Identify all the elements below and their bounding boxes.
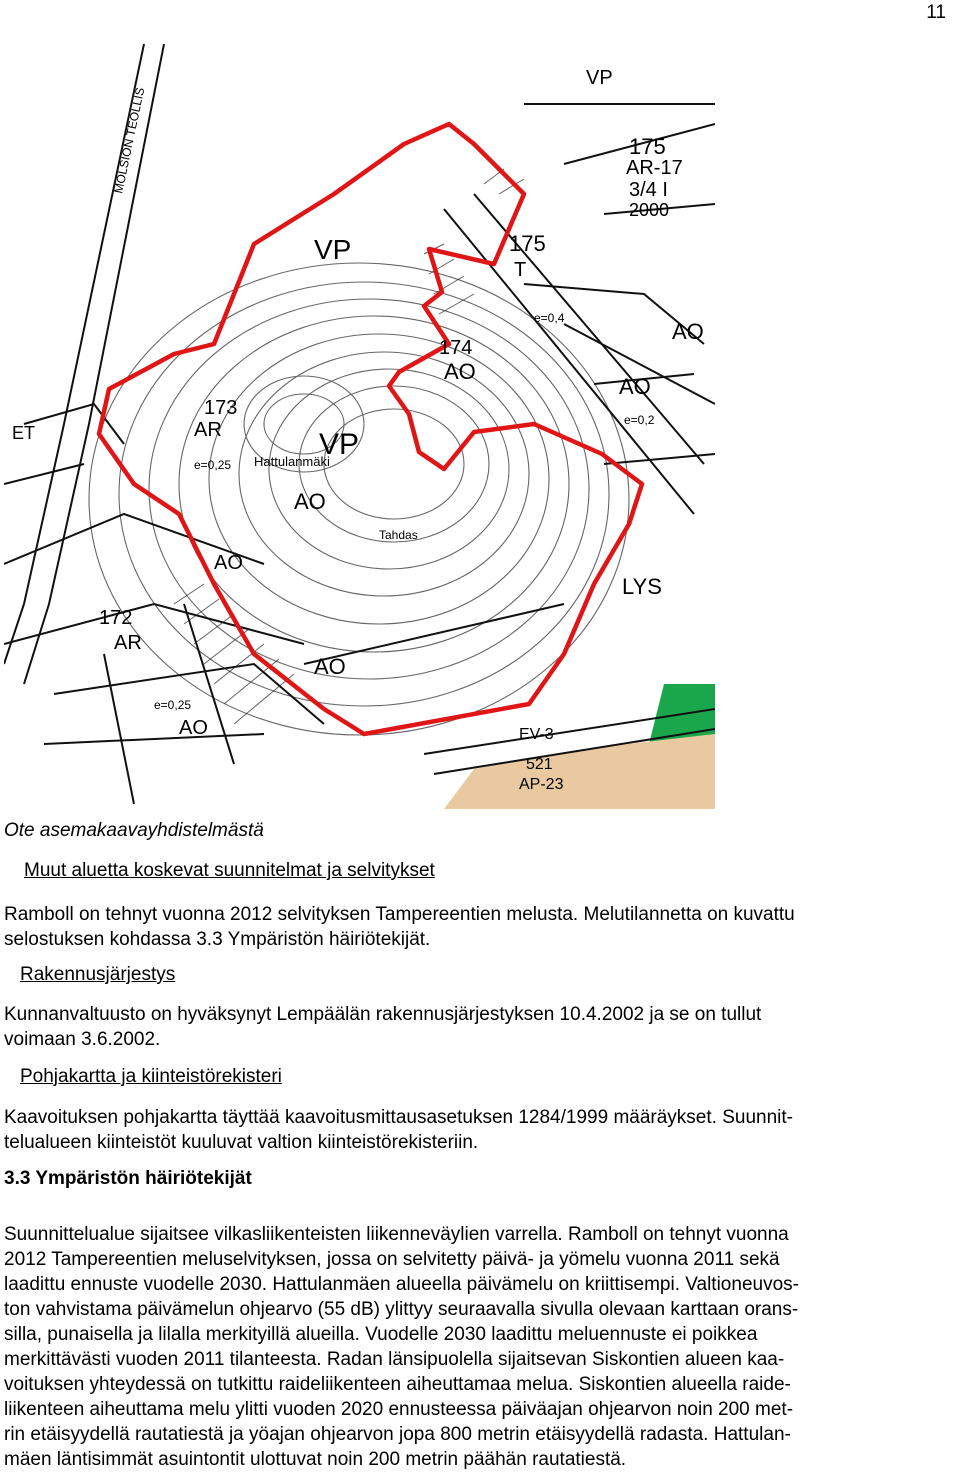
basemap-heading: Pohjakartta ja kiinteistörekisteri [20,1066,282,1087]
label-e-b: e=0,4 [534,311,565,325]
label-521: 521 [526,756,553,773]
label-hill: Hattulanmäki [254,454,330,469]
label-ao-bottom-center: AO [314,654,346,679]
env-line: mäen läntisimmät asuintontit ulottuvat noin 200 metrin päähän rautatiestä. [4,1449,627,1470]
label-frac: 3/4 I [629,179,668,201]
label-ao-right-1: AO [672,319,704,344]
building-heading: Rakennusjärjestys [20,964,176,985]
basemap-line-2: telualueen kiinteistöt kuuluvat valtion kiinteistörekisteriin. [4,1132,479,1153]
label-vp-left: VP [314,234,352,265]
label-ao-left: AO [214,552,243,574]
label-175-a: 175 [629,134,666,159]
env-line: Suunnittelualue sijaitsee vilkasliikenteisten liikenneväylien varrella. Ramboll on tehnyt vuonna [4,1224,789,1245]
page-number: 11 [926,2,946,23]
building-line-1: Kunnanvaltuusto on hyväksynyt Lempäälän rakennusjärjestyksen 10.4.2002 ja se on tullut [4,1004,762,1025]
label-ao-right-2: AO [619,374,651,399]
label-e-a: e=0,25 [194,458,232,472]
label-172: 172 [99,607,133,629]
label-molsion: MOLSION TEOLLIS [111,86,148,195]
label-ao-174: AO [444,359,476,384]
label-e-c: e=0,2 [624,413,655,427]
env-heading: 3.3 Ympäristön häiriötekijät [4,1168,252,1189]
env-line: 2012 Tampereentien meluselvityksen, jossa on selvitetty päivä- ja yömelu vuonna 2011 sekä [4,1249,780,1270]
label-ev3: EV-3 [519,726,554,743]
building-paragraph [4,1002,954,1052]
label-ao-center: AO [294,489,326,514]
env-paragraph [4,1222,954,1472]
label-et: ET [12,423,36,443]
env-line: silla, punaisella ja lilalla merkityillä alueilla. Vuodelle 2030 laadittu meluennuste ei poikkea [4,1324,758,1345]
label-174: 174 [439,337,473,359]
env-line: laadittu ennuste vuodelle 2030. Hattulanmäen alueella päivämelu on kriittisempi. Valtioneuvos- [4,1274,799,1295]
map-drawing [4,44,715,809]
plans-heading: Muut aluetta koskevat suunnitelmat ja selvitykset [24,860,435,881]
plans-line-1: Ramboll on tehnyt vuonna 2012 selvityksen Tampereentien melusta. Melutilannetta on kuvattu [4,904,795,925]
label-2000: 2000 [629,200,670,220]
env-line: rin etäisyydellä rautatiestä ja yöajan ohjearvon jopa 800 metrin etäisyydellä radasta. Hattulan- [4,1424,791,1445]
label-ar17: AR-17 [626,157,683,179]
basemap-line-1: Kaavoituksen pohjakartta täyttää kaavoitusmittausasetuksen 1284/1999 määräykset. Suunnit- [4,1107,793,1128]
label-vp-center: VP [319,428,360,461]
label-t: T [514,259,527,281]
figure-caption: Ote asemakaavayhdistelmästä [4,820,264,841]
label-ar-172: AR [114,632,142,654]
basemap-paragraph [4,1105,954,1155]
label-ap23: AP-23 [519,776,564,793]
label-lys: LYS [622,574,662,599]
env-line: liikenteen aiheuttama melu ylitti vuoden 2020 ennusteessa päiväajan ohjearvon noin 200 met- [4,1399,794,1420]
label-tahdas: Tahdas [379,528,418,542]
label-175-b: 175 [509,231,546,256]
label-173: 173 [204,397,238,419]
label-vp-top: VP [586,67,613,89]
label-ar-173: AR [194,419,222,441]
zoning-map-image [4,44,715,809]
env-line: voituksen yhteydessä on tutkittu raideliikenteen aiheuttamaa melua. Siskontien alueella raide- [4,1374,791,1395]
plans-paragraph [4,902,954,952]
label-ao-bottom-left: AO [179,717,208,739]
plans-line-2: selostuksen kohdassa 3.3 Ympäristön häiriötekijät. [4,929,431,950]
env-line: merkittävästi vuoden 2011 tilanteesta. Radan länsipuolella sijaitsevan Siskontien alueen kaa- [4,1349,785,1370]
env-line: ton vahvistama päivämelun ohjearvo (55 dB) ylittyy seuraavalla sivulla olevaan karttaan orans- [4,1299,799,1320]
label-e-d: e=0,25 [154,698,192,712]
building-line-2: voimaan 3.6.2002. [4,1029,161,1050]
